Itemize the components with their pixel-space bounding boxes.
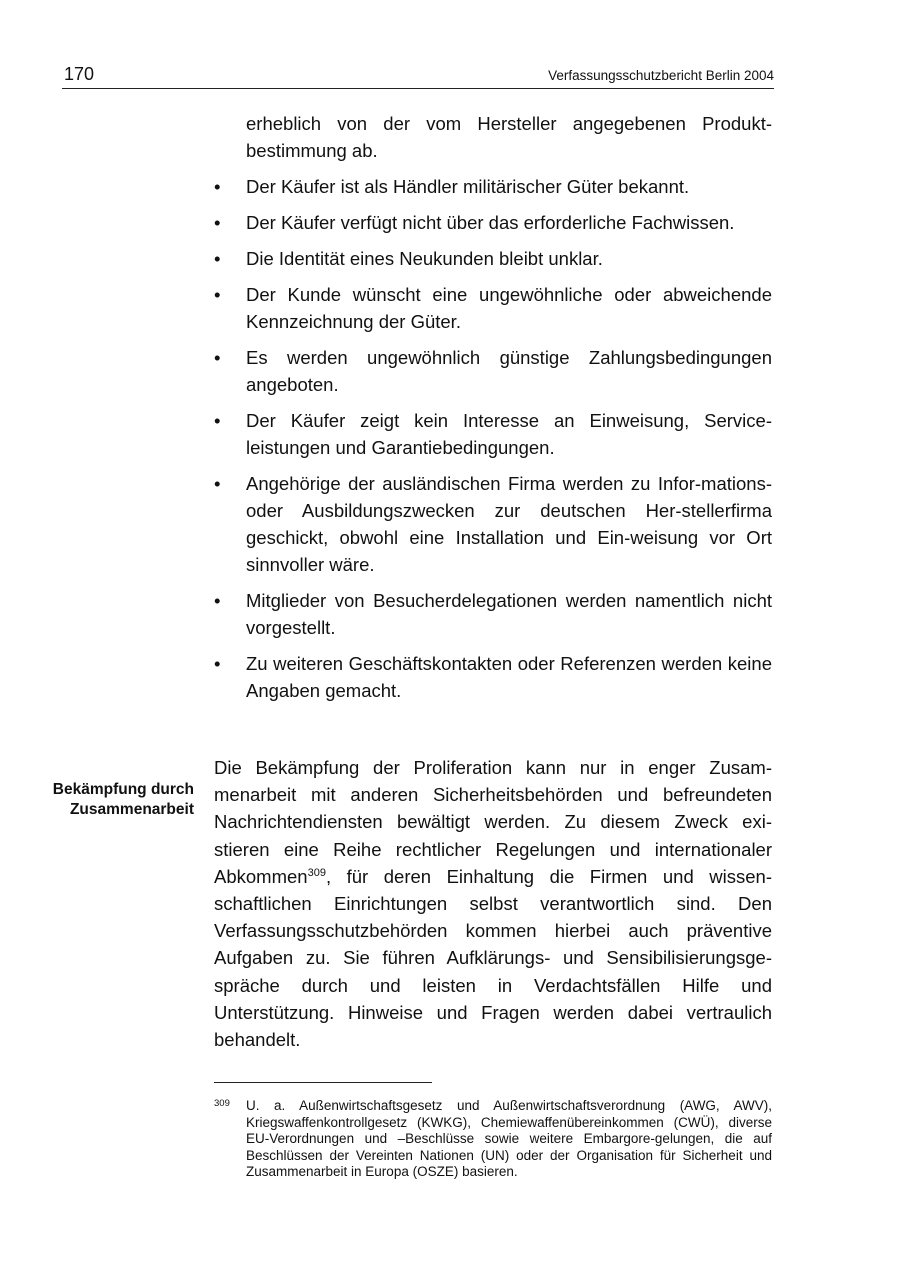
bullet-icon: • [214, 176, 221, 197]
bullet-icon: • [214, 653, 221, 674]
list-item-text: Angehörige der ausländischen Firma werden zu Infor-mations- oder Ausbildungszwecken zur deutschen Her-stellerfirma geschickt, obwohl eine Installation und Ein-weisung vor Ort sinnvoller wäre. [246, 473, 772, 575]
body-paragraph [214, 754, 772, 1053]
paragraph-text: , für deren Einhaltung die Firmen und wissen-schaftlichen Einrichtungen selbst verantwortlich sind. Den Verfassungsschutzbehörden kommen hierbei auch präventive Aufgaben zu. Sie führen Aufklärungs- und Sensibilisierungsge-spräche durch und leisten in Verdachtsfällen Hilfe und Unterstützung. Hinweise und Fragen werden dabei vertraulich behandelt. [214, 865, 772, 1051]
footnote-number: 309 [214, 1098, 230, 1109]
list-item [214, 344, 772, 398]
footnote-reference[interactable]: 309 [307, 866, 326, 879]
margin-heading [30, 780, 194, 820]
list-item [214, 407, 772, 461]
list-item [214, 587, 772, 641]
list-item-text: Der Käufer ist als Händler militärischer Güter bekannt. [246, 176, 690, 197]
paragraph-text: Die Bekämpfung der Proliferation kann nur in enger Zusam-menarbeit mit anderen Sicherheitsbehörden und befreundeten Nachrichtendiensten bewältigt werden. Zu diesem Zweck exi-stieren eine Reihe rechtlicher Regelungen und internationaler Abkommen [214, 757, 772, 887]
bullet-icon: • [214, 473, 221, 494]
bullet-icon: • [214, 248, 221, 269]
list-item-text: Der Käufer verfügt nicht über das erforderliche Fachwissen. [246, 212, 735, 233]
footnote [214, 1098, 772, 1181]
list-item-text: Zu weiteren Geschäftskontakten oder Referenzen werden keine Angaben gemacht. [246, 653, 772, 701]
page-header [62, 62, 774, 89]
list-item-text: Der Kunde wünscht eine ungewöhnliche oder abweichende Kennzeichnung der Güter. [246, 284, 772, 332]
list-item [214, 281, 772, 335]
list-item [214, 650, 772, 704]
list-item-text: Mitglieder von Besucherdelegationen werden namentlich nicht vorgestellt. [246, 590, 772, 638]
footnote-text: U. a. Außenwirtschaftsgesetz und Außenwirtschaftsverordnung (AWG, AWV), Kriegswaffenkontrollgesetz (KWKG), Chemiewaffenübereinkommen (CWÜ), diverse EU-Verordnungen und –Beschlüsse sowie weitere Embargore-gelungen, die auf Beschlüssen der Vereinten Nationen (UN) oder der Organisation für Sicherheit und Zusammenarbeit in Europa (OSZE) basieren. [246, 1098, 772, 1179]
list-item [214, 173, 772, 200]
bullet-list [214, 110, 772, 713]
bullet-icon: • [214, 347, 221, 368]
bullet-icon: • [214, 284, 221, 305]
list-item-text: Die Identität eines Neukunden bleibt unklar. [246, 248, 603, 269]
running-title: Verfassungsschutzbericht Berlin 2004 [548, 68, 774, 83]
footnote-divider [214, 1082, 432, 1083]
bullet-icon: • [214, 590, 221, 611]
list-item [214, 209, 772, 236]
margin-heading-line: Zusammenarbeit [69, 801, 194, 818]
bullet-icon: • [214, 410, 221, 431]
list-item [214, 245, 772, 272]
margin-heading-line: Bekämpfung durch [52, 781, 194, 798]
bullet-icon: • [214, 212, 221, 233]
list-item-text: Der Käufer zeigt kein Interesse an Einweisung, Service-leistungen und Garantiebedingungen. [246, 410, 772, 458]
page-number: 170 [64, 64, 95, 84]
list-item-text: Es werden ungewöhnlich günstige Zahlungsbedingungen angeboten. [246, 347, 772, 395]
continued-paragraph: erheblich von der vom Hersteller angegebenen Produkt-bestimmung ab. [246, 113, 772, 161]
list-item [214, 470, 772, 578]
